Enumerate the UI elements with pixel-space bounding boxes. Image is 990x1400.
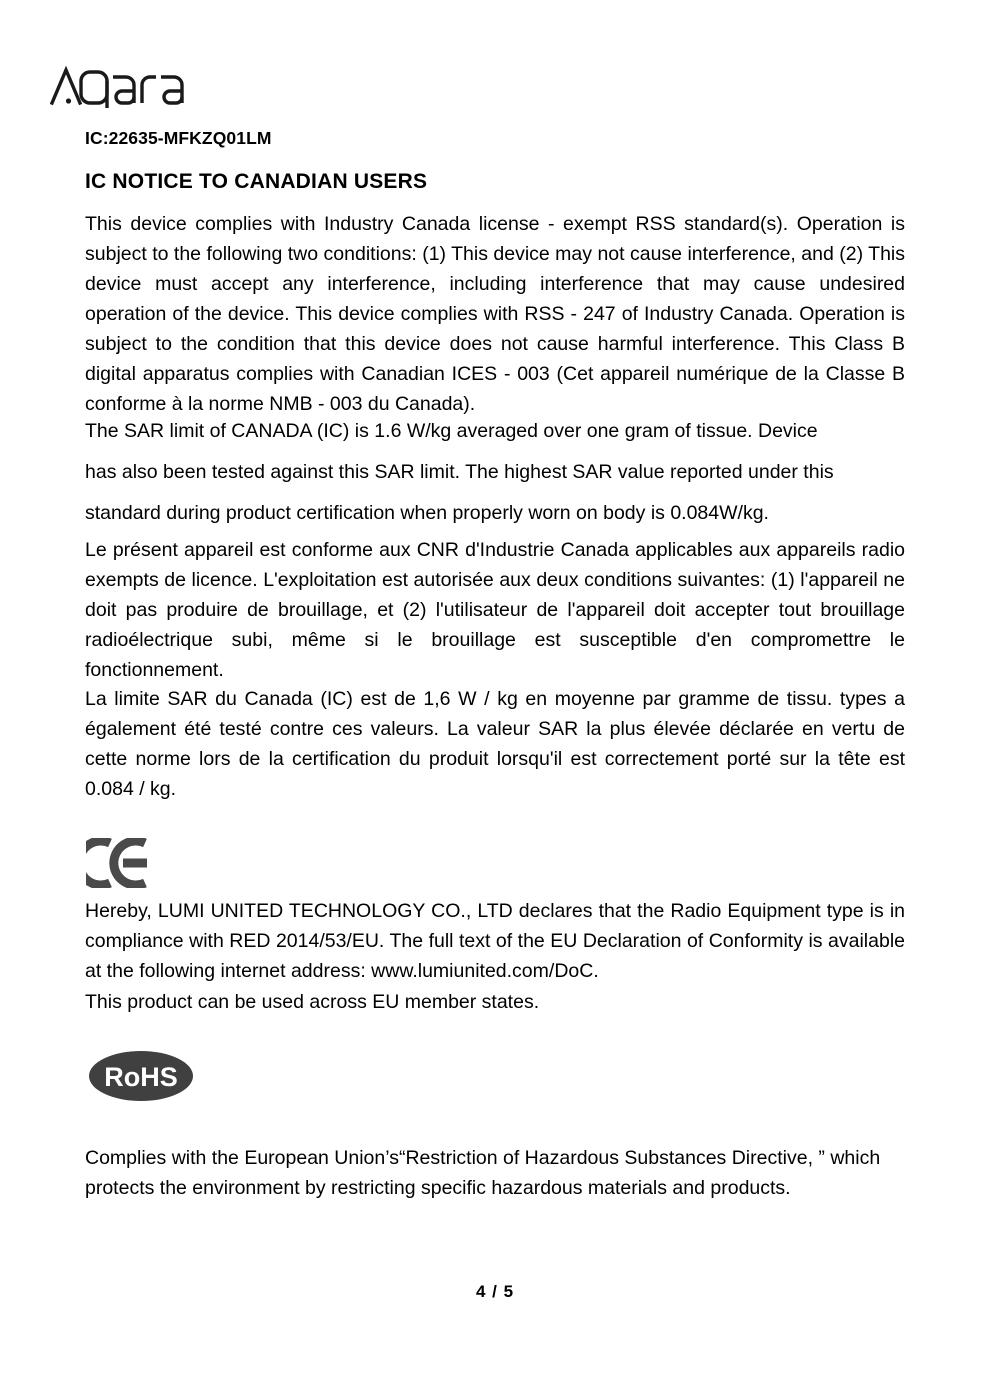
paragraph-ce-declaration: Hereby, LUMI UNITED TECHNOLOGY CO., LTD declares that the Radio Equipment type is in compliance with RED 2014/53/EU. The full text of the EU Declaration of Conformity is available at the following internet address: www.lumiunited.com/DoC. xyxy=(85,900,905,982)
ce-mark-icon xyxy=(86,838,156,888)
paragraph-intro-compliance: This device complies with Industry Canada license ‑ exempt RSS standard(s). Operation is subject to the following two conditions: (1) This device may not cause interference, and (2) This device must accept any interference, including interference that may cause undesired operation of the device. This device complies with RSS ‑ 247 of Industry Canada. Operation is subject to the condition that this device does not cause harmful interference. This Class B digital apparatus complies with Canadian ICES ‑ 003 (Cet appareil numérique de la Classe B conforme à la norme NMB ‑ 003 du Canada). xyxy=(85,213,905,415)
paragraph-sar-line-1: The SAR limit of CANADA (IC) is 1.6 W/kg averaged over one gram of tissue. Device xyxy=(85,420,818,442)
page-number: 4 / 5 xyxy=(475,1282,515,1301)
paragraph-french-cnr: Le présent appareil est conforme aux CNR d'Industrie Canada applicables aux appareils radio exempts de licence. L'exploitation est autorisée aux deux conditions suivantes: (1) l'appareil ne doit pas produire de brouillage, et (2) l'utilisateur de l'appareil doit accepter tout brouillage radioélectrique subi, même si le brouillage est susceptible d'en compromettre le fonctionnement. xyxy=(85,539,905,681)
paragraph-sar-line-3: standard during product certification when properly worn on body is 0.084W/kg. xyxy=(85,502,769,524)
aqara-logo-icon xyxy=(50,58,200,110)
aqara-logo xyxy=(50,58,200,110)
paragraph-sar-line-2: has also been tested against this SAR limit. The highest SAR value reported under this xyxy=(85,461,834,483)
ic-code-line: IC:22635-MFKZQ01LM xyxy=(85,128,272,148)
page-title: IC NOTICE TO CANADIAN USERS xyxy=(85,170,428,193)
rohs-mark xyxy=(88,1048,194,1104)
rohs-mark-icon xyxy=(88,1048,194,1104)
paragraph-french-sar: La limite SAR du Canada (IC) est de 1,6 W / kg en moyenne par gramme de tissu. types a également été testé contre ces valeurs. La valeur SAR la plus élevée déclarée en vertu de cette norme lors de la certification du produit lorsqu'il est correctement porté sur la tête est 0.084 / kg. xyxy=(85,688,905,800)
paragraph-rohs-statement: Complies with the European Union’s“Restriction of Hazardous Substances Directive, ” which protects the environment by restricting specific hazardous materials and products. xyxy=(85,1147,881,1199)
ce-mark xyxy=(86,838,156,888)
rohs-mark-label: RoHS xyxy=(104,1062,178,1092)
paragraph-eu-member-states: This product can be used across EU member states. xyxy=(85,991,540,1013)
